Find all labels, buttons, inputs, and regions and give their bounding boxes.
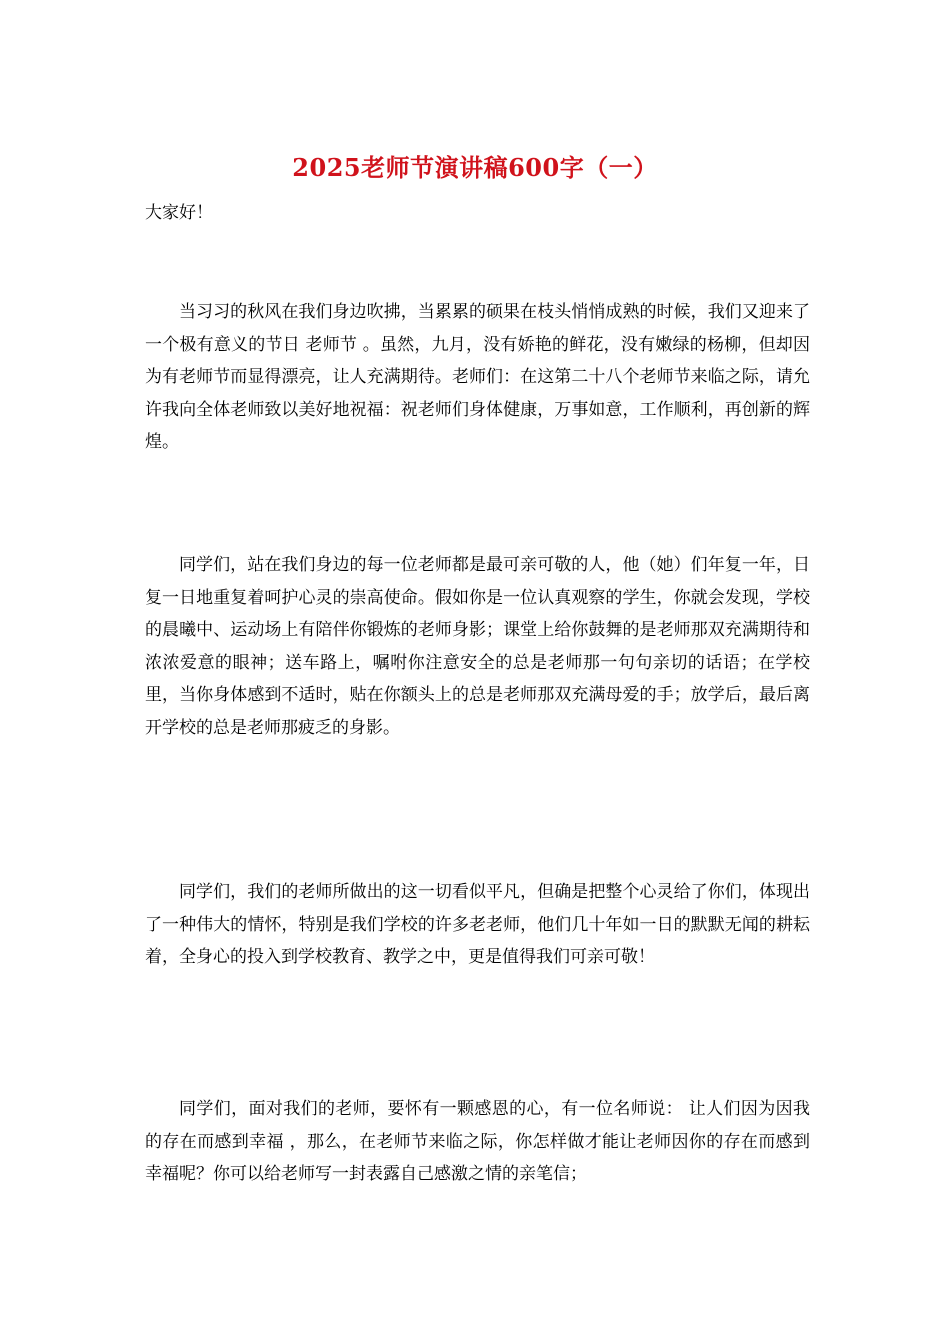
paragraph-3: 同学们，我们的老师所做出的这一切看似平凡，但确是把整个心灵给了你们，体现出了一种伟大的情怀，特别是我们学校的许多老老师，他们几十年如一日的默默无闻的耕耘着，全身心的投入到学校教育、教学之中，更是值得我们可亲可敬！ [145,882,810,968]
paragraph-4: 同学们，面对我们的老师，要怀有一颗感恩的心，有一位名师说： 让人们因为因我的存在而感到幸福 ，那么，在老师节来临之际，你怎样做才能让老师因你的存在而感到幸福呢？你可以给老师写一封表露自己感激之情的亲笔信； [145,1099,810,1185]
document-title: 2025老师节演讲稿600字（一） [292,153,658,182]
paragraph-1: 当习习的秋风在我们身边吹拂，当累累的硕果在枝头悄悄成熟的时候，我们又迎来了一个极有意义的节日 老师节 。虽然，九月，没有娇艳的鲜花，没有嫩绿的杨柳，但却因为有老师节而显得漂亮，让人充满期待。老师们：在这第二十八个老师节来临之际，请允许我向全体老师致以美好地祝福：祝老师们身体健康，万事如意，工作顺利，再创新的辉煌。 [145,302,810,453]
greeting-text: 大家好！ [145,203,213,223]
paragraph-2: 同学们，站在我们身边的每一位老师都是最可亲可敬的人，他（她）们年复一年，日复一日地重复着呵护心灵的崇高使命。假如你是一位认真观察的学生，你就会发现，学校的晨曦中、运动场上有陪伴你锻炼的老师身影；课堂上给你鼓舞的是老师那双充满期待和浓浓爱意的眼神；送车路上，嘱咐你注意安全的总是老师那一句句亲切的话语；在学校里，当你身体感到不适时，贴在你额头上的总是老师那双充满母爱的手；放学后，最后离开学校的总是老师那疲乏的身影。 [145,555,810,738]
